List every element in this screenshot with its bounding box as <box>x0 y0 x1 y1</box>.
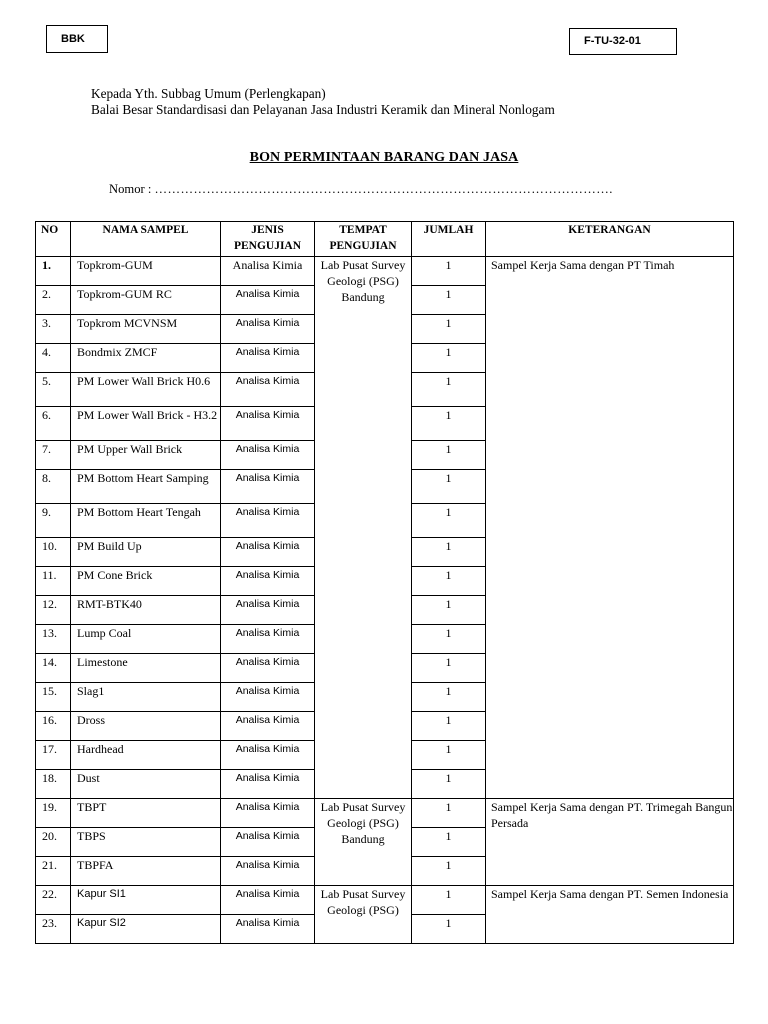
row-jenis: Analisa Kimia <box>221 683 315 712</box>
row-no: 6. <box>36 407 71 441</box>
row-jumlah: 1 <box>412 625 486 654</box>
row-nama: PM Cone Brick <box>71 567 221 596</box>
row-jumlah: 1 <box>412 441 486 470</box>
row-jenis: Analisa Kimia <box>221 625 315 654</box>
row-keterangan: Sampel Kerja Sama dengan PT. Semen Indonesia <box>486 886 734 944</box>
row-jenis: Analisa Kimia <box>221 257 315 286</box>
row-jenis: Analisa Kimia <box>221 441 315 470</box>
document-title: BON PERMINTAAN BARANG DAN JASA <box>249 150 519 165</box>
row-jumlah: 1 <box>412 407 486 441</box>
row-jumlah: 1 <box>412 683 486 712</box>
row-nama: PM Bottom Heart Samping <box>71 470 221 504</box>
row-jenis: Analisa Kimia <box>221 915 315 944</box>
row-no: 14. <box>36 654 71 683</box>
row-jumlah: 1 <box>412 799 486 828</box>
form-code-left: BBK <box>46 25 108 53</box>
row-jenis: Analisa Kimia <box>221 538 315 567</box>
row-nama: Dust <box>71 770 221 799</box>
row-jenis: Analisa Kimia <box>221 596 315 625</box>
row-tempat: Lab Pusat Survey Geologi (PSG) Bandung <box>315 257 412 799</box>
row-jenis: Analisa Kimia <box>221 373 315 407</box>
row-jumlah: 1 <box>412 741 486 770</box>
row-no: 22. <box>36 886 71 915</box>
row-jenis: Analisa Kimia <box>221 344 315 373</box>
row-jumlah: 1 <box>412 257 486 286</box>
row-no: 10. <box>36 538 71 567</box>
row-jenis: Analisa Kimia <box>221 712 315 741</box>
row-jenis: Analisa Kimia <box>221 407 315 441</box>
row-jumlah: 1 <box>412 712 486 741</box>
row-no: 12. <box>36 596 71 625</box>
row-nama: Topkrom-GUM <box>71 257 221 286</box>
row-jumlah: 1 <box>412 315 486 344</box>
row-jenis: Analisa Kimia <box>221 799 315 828</box>
row-nama: Lump Coal <box>71 625 221 654</box>
row-jumlah: 1 <box>412 373 486 407</box>
row-keterangan: Sampel Kerja Sama dengan PT Timah <box>486 257 734 799</box>
row-no: 20. <box>36 828 71 857</box>
table-row <box>36 799 734 828</box>
row-no: 15. <box>36 683 71 712</box>
row-keterangan: Sampel Kerja Sama dengan PT. Trimegah Bangun Persada <box>486 799 734 886</box>
row-no: 4. <box>36 344 71 373</box>
row-jumlah: 1 <box>412 596 486 625</box>
row-nama: PM Upper Wall Brick <box>71 441 221 470</box>
row-jumlah: 1 <box>412 915 486 944</box>
header-nama-sampel: NAMA SAMPEL <box>71 222 221 257</box>
table-row <box>36 886 734 915</box>
header-jumlah: JUMLAH <box>412 222 486 257</box>
table-header-row <box>36 222 734 257</box>
row-no: 2. <box>36 286 71 315</box>
table-row <box>36 257 734 286</box>
row-nama: TBPT <box>71 799 221 828</box>
row-no: 13. <box>36 625 71 654</box>
row-no: 16. <box>36 712 71 741</box>
row-jenis: Analisa Kimia <box>221 828 315 857</box>
row-jumlah: 1 <box>412 344 486 373</box>
row-no: 5. <box>36 373 71 407</box>
row-jumlah: 1 <box>412 567 486 596</box>
row-tempat: Lab Pusat Survey Geologi (PSG) Bandung <box>315 799 412 886</box>
row-no: 8. <box>36 470 71 504</box>
row-jumlah: 1 <box>412 286 486 315</box>
institution-line: Balai Besar Standardisasi dan Pelayanan Jasa Industri Keramik dan Mineral Nonlogam <box>91 102 555 117</box>
row-nama: PM Lower Wall Brick H0.6 <box>71 373 221 407</box>
nomor-field <box>109 182 613 197</box>
row-no: 17. <box>36 741 71 770</box>
row-nama: TBPFA <box>71 857 221 886</box>
row-jumlah: 1 <box>412 828 486 857</box>
row-jenis: Analisa Kimia <box>221 654 315 683</box>
recipient-line: Kepada Yth. Subbag Umum (Perlengkapan) <box>91 86 326 101</box>
row-nama: Slag1 <box>71 683 221 712</box>
row-no: 3. <box>36 315 71 344</box>
row-jenis: Analisa Kimia <box>221 741 315 770</box>
row-jumlah: 1 <box>412 538 486 567</box>
header-keterangan: KETERANGAN <box>486 222 734 257</box>
row-nama: Kapur SI2 <box>71 915 221 944</box>
row-no: 19. <box>36 799 71 828</box>
row-nama: Topkrom-GUM RC <box>71 286 221 315</box>
row-jenis: Analisa Kimia <box>221 567 315 596</box>
header-tempat-pengujian: TEMPAT PENGUJIAN <box>315 222 412 257</box>
row-jenis: Analisa Kimia <box>221 504 315 538</box>
row-nama: Kapur SI1 <box>71 886 221 915</box>
nomor-label: Nomor : <box>109 182 152 196</box>
row-jenis: Analisa Kimia <box>221 886 315 915</box>
header-no: NO <box>36 222 71 257</box>
row-jenis: Analisa Kimia <box>221 315 315 344</box>
row-no: 1. <box>36 257 71 286</box>
row-jenis: Analisa Kimia <box>221 286 315 315</box>
row-tempat: Lab Pusat Survey Geologi (PSG) <box>315 886 412 944</box>
row-jumlah: 1 <box>412 504 486 538</box>
row-nama: RMT-BTK40 <box>71 596 221 625</box>
row-nama: Bondmix ZMCF <box>71 344 221 373</box>
row-jenis: Analisa Kimia <box>221 770 315 799</box>
row-nama: Dross <box>71 712 221 741</box>
row-jumlah: 1 <box>412 770 486 799</box>
row-no: 11. <box>36 567 71 596</box>
row-jumlah: 1 <box>412 470 486 504</box>
row-jumlah: 1 <box>412 857 486 886</box>
row-jenis: Analisa Kimia <box>221 857 315 886</box>
row-nama: PM Build Up <box>71 538 221 567</box>
row-no: 7. <box>36 441 71 470</box>
nomor-dots: ……………………………………………………………………………………………. <box>154 182 613 196</box>
row-nama: Limestone <box>71 654 221 683</box>
row-nama: TBPS <box>71 828 221 857</box>
request-table <box>35 221 734 944</box>
row-jumlah: 1 <box>412 886 486 915</box>
row-nama: PM Bottom Heart Tengah <box>71 504 221 538</box>
row-no: 9. <box>36 504 71 538</box>
row-no: 18. <box>36 770 71 799</box>
row-no: 23. <box>36 915 71 944</box>
row-jenis: Analisa Kimia <box>221 470 315 504</box>
form-code-right: F-TU-32-01 <box>569 28 677 55</box>
row-nama: Hardhead <box>71 741 221 770</box>
row-nama: Topkrom MCVNSM <box>71 315 221 344</box>
row-no: 21. <box>36 857 71 886</box>
header-jenis-pengujian: JENIS PENGUJIAN <box>221 222 315 257</box>
row-jumlah: 1 <box>412 654 486 683</box>
row-nama: PM Lower Wall Brick - H3.2 <box>71 407 221 441</box>
